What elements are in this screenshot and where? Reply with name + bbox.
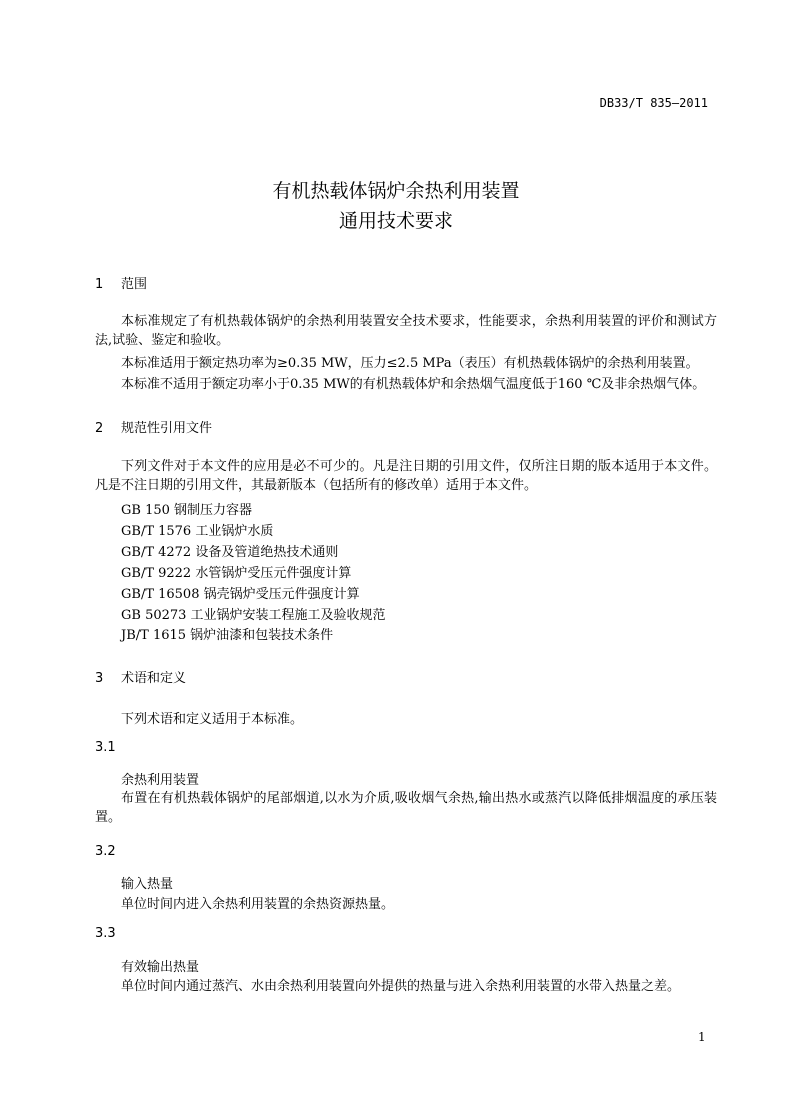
section-2-number: 2 xyxy=(95,421,104,436)
section-3-heading xyxy=(95,667,186,686)
section-2-title: 规范性引用文件 xyxy=(121,421,213,436)
document-title-line2: 通用技术要求 xyxy=(338,210,453,232)
reference-item: GB/T 9222 水管锅炉受压元件强度计算 xyxy=(121,566,352,581)
reference-item: GB/T 1576 工业锅炉水质 xyxy=(121,524,274,539)
section-3-title: 术语和定义 xyxy=(121,671,187,686)
reference-item: GB 150 钢制压力容器 xyxy=(121,503,253,518)
term-name: 有效输出热量 xyxy=(121,960,200,975)
section-1-paragraph-1: 本标准规定了有机热载体锅炉的余热利用装置安全技术要求，性能要求，余热利用装置的评价和测试方法,试验、鉴定和验收。 xyxy=(95,314,717,348)
term-number: 3.2 xyxy=(95,844,116,859)
term-definition: 布置在有机热载体锅炉的尾部烟道,以水为介质,吸收烟气余热,输出热水或蒸汽以降低排烟温度的承压装置。 xyxy=(95,791,717,825)
standard-number: DB33/T 835—2011 xyxy=(599,96,708,110)
section-2-intro: 下列文件对于本文件的应用是必不可少的。凡是注日期的引用文件，仅所注日期的版本适用于本文件。凡是不注日期的引用文件，其最新版本（包括所有的修改单）适用于本文件。 xyxy=(95,459,717,493)
term-definition: 单位时间内进入余热利用装置的余热资源热量。 xyxy=(121,897,395,912)
section-2-heading xyxy=(95,417,212,436)
section-3-intro: 下列术语和定义适用于本标准。 xyxy=(121,712,304,727)
section-1-heading xyxy=(95,273,147,292)
section-1-number: 1 xyxy=(95,277,104,292)
reference-item: GB/T 4272 设备及管道绝热技术通则 xyxy=(121,545,339,560)
term-name: 输入热量 xyxy=(121,877,174,892)
term-definition: 单位时间内通过蒸汽、水由余热利用装置向外提供的热量与进入余热利用装置的水带入热量之差。 xyxy=(121,979,681,994)
section-1-paragraph-2: 本标准适用于额定热功率为≥0.35 MW，压力≤2.5 MPa（表压）有机热载体锅炉的余热利用装置。 xyxy=(121,356,699,371)
reference-item: GB/T 16508 锅壳锅炉受压元件强度计算 xyxy=(121,587,360,602)
section-1-title: 范围 xyxy=(121,277,148,292)
page-number: 1 xyxy=(698,1030,706,1044)
reference-item: JB/T 1615 锅炉油漆和包装技术条件 xyxy=(121,628,334,643)
document-title-line1: 有机热载体锅炉余热利用装置 xyxy=(272,180,520,202)
term-number: 3.1 xyxy=(95,740,116,755)
reference-item: GB 50273 工业锅炉安装工程施工及验收规范 xyxy=(121,608,386,623)
section-3-number: 3 xyxy=(95,671,104,686)
section-1-paragraph-3: 本标准不适用于额定功率小于0.35 MW的有机热载体炉和余热烟气温度低于160 ℃及非余热烟气体。 xyxy=(121,377,706,392)
term-number: 3.3 xyxy=(95,926,116,941)
term-name: 余热利用装置 xyxy=(121,773,200,788)
